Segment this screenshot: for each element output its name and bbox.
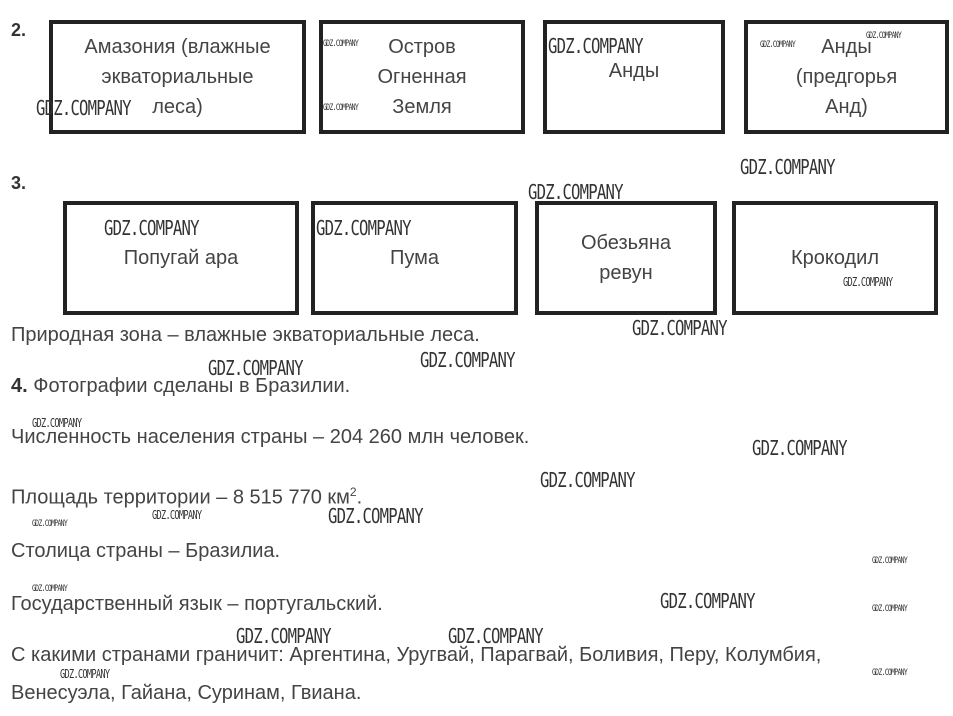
animal-box-crocodile: Крокодил (732, 201, 938, 315)
watermark: GDZ.COMPANY (540, 468, 635, 492)
watermark: GDZ.COMPANY (104, 216, 199, 240)
watermark: GDZ.COMPANY (236, 624, 331, 648)
watermark: GDZ.COMPANY (872, 556, 907, 566)
answer-box-andes: Анды (543, 20, 725, 134)
area-text: Площадь территории – 8 515 770 км (11, 486, 350, 509)
task-2-number: 2. (11, 20, 27, 40)
watermark: GDZ.COMPANY (32, 519, 67, 529)
area-superscript: 2 (349, 485, 357, 499)
language-text: Государственный язык – португальский. (11, 593, 383, 615)
watermark: GDZ.COMPANY (323, 103, 358, 113)
area-end: . (356, 486, 363, 509)
watermark: GDZ.COMPANY (632, 316, 727, 340)
watermark: GDZ.COMPANY (866, 31, 901, 41)
animal-box-howler-monkey: Обезьяна ревун (535, 201, 717, 315)
capital-text: Столица страны – Бразилиа. (11, 540, 281, 562)
area-line (11, 485, 362, 510)
task-3-number: 3. (11, 173, 27, 193)
watermark: GDZ.COMPANY (328, 504, 423, 528)
watermark: GDZ.COMPANY (528, 180, 623, 204)
answer-box-amazonia: Амазония (влажные экваториальные леса) (49, 20, 306, 134)
animal-box-macaw: Попугай ара (63, 201, 299, 315)
watermark: GDZ.COMPANY (448, 624, 543, 648)
natural-zone-text: Природная зона – влажные экваториальные леса. (11, 324, 480, 346)
watermark: GDZ.COMPANY (60, 667, 110, 681)
photos-country-text: Фотографии сделаны в Бразилии. (33, 375, 351, 397)
watermark: GDZ.COMPANY (752, 436, 847, 460)
watermark: GDZ.COMPANY (420, 348, 515, 372)
watermark: GDZ.COMPANY (872, 604, 907, 614)
watermark: GDZ.COMPANY (32, 584, 67, 594)
watermark: GDZ.COMPANY (316, 216, 411, 240)
task-4-number: 4. (11, 375, 28, 397)
answer-box-tierra-del-fuego: Остров Огненная Земля (319, 20, 525, 134)
watermark: GDZ.COMPANY (740, 155, 835, 179)
watermark: GDZ.COMPANY (660, 589, 755, 613)
population-text: Численность населения страны – 204 260 млн человек. (11, 426, 530, 448)
watermark: GDZ.COMPANY (843, 275, 893, 289)
answer-box-andes-foothills: Анды (предгорья Анд) (744, 20, 949, 134)
watermark: GDZ.COMPANY (760, 40, 795, 50)
animal-box-puma: Пума (311, 201, 518, 315)
watermark: GDZ.COMPANY (323, 39, 358, 49)
watermark: GDZ.COMPANY (872, 668, 907, 678)
watermark: GDZ.COMPANY (152, 508, 202, 522)
borders-text-line-1: С какими странами граничит: Аргентина, Уругвай, Парагвай, Боливия, Перу, Колумбия, (11, 644, 822, 666)
watermark: GDZ.COMPANY (32, 416, 82, 430)
watermark: GDZ.COMPANY (208, 356, 303, 380)
watermark: GDZ.COMPANY (548, 34, 643, 58)
borders-text-line-2: Венесуэла, Гайана, Суринам, Гвиана. (11, 682, 362, 704)
watermark: GDZ.COMPANY (36, 96, 131, 120)
